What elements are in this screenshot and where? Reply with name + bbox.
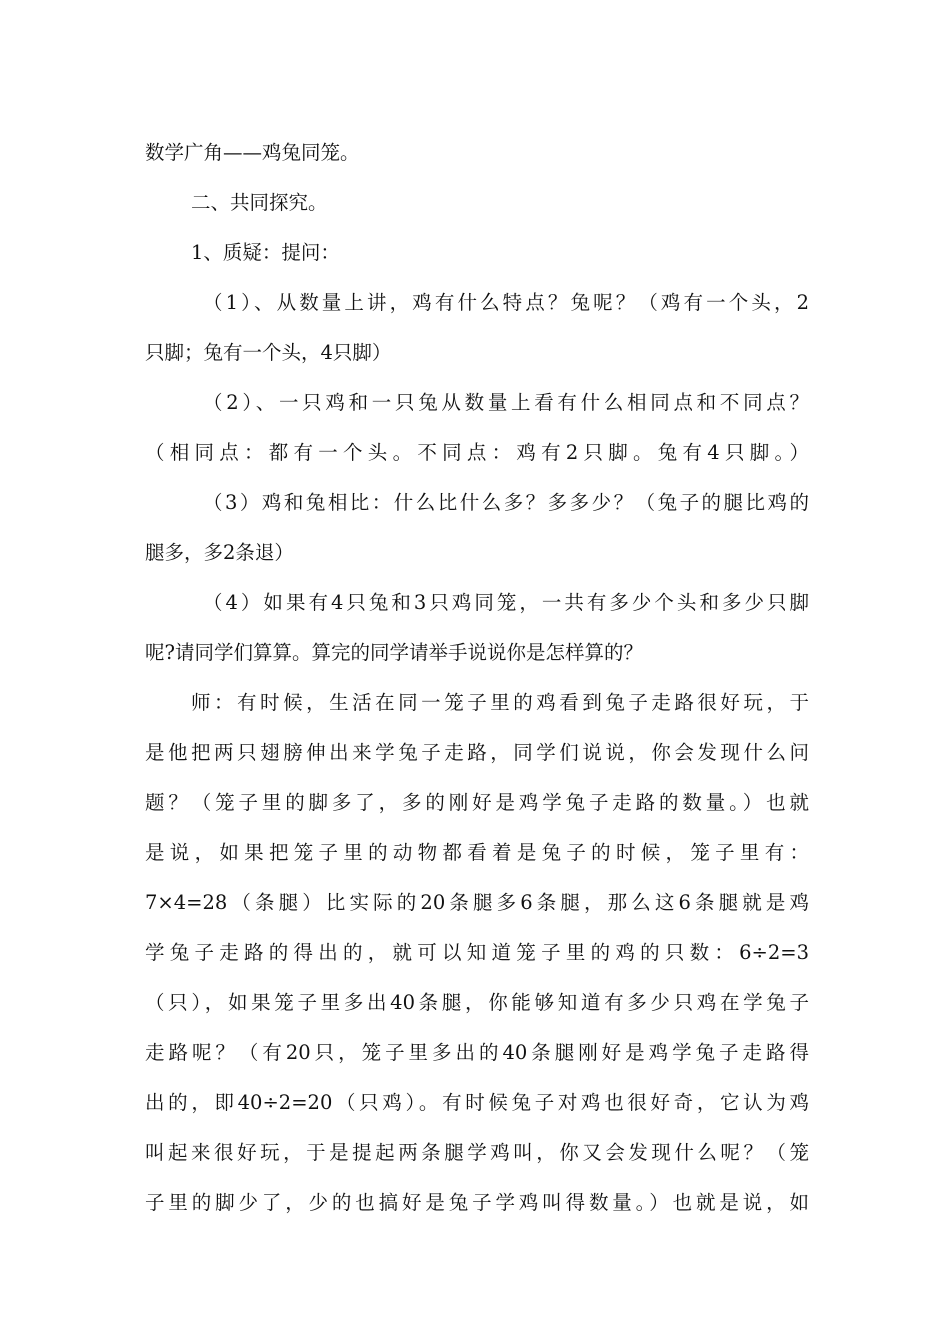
text-line: 是他把两只翅膀伸出来学兔子走路，同学们说说，你会发现什么问 — [145, 741, 809, 764]
text-line: （相同点：都有一个头。不同点：鸡有2只脚。兔有4只脚。） — [145, 441, 809, 464]
text-line: 走路呢？（有20只，笼子里多出的40条腿刚好是鸡学兔子走路得 — [145, 1041, 809, 1064]
text-line: （1）、从数量上讲，鸡有什么特点？兔呢？（鸡有一个头，2 — [203, 291, 809, 314]
text-line: 学兔子走路的得出的，就可以知道笼子里的鸡的只数：6÷2=3 — [145, 941, 809, 964]
text-line: 子里的脚少了，少的也搞好是兔子学鸡叫得数量。）也就是说，如 — [145, 1191, 809, 1214]
text-line: （只），如果笼子里多出40条腿，你能够知道有多少只鸡在学兔子 — [145, 991, 809, 1014]
text-line: 呢?请同学们算算。算完的同学请举手说说你是怎样算的？ — [145, 641, 643, 664]
text-line: 7×4=28（条腿）比实际的20条腿多6条腿，那么这6条腿就是鸡 — [145, 891, 809, 914]
text-line: （4）如果有4只兔和3只鸡同笼，一共有多少个头和多少只脚 — [203, 591, 809, 614]
text-line: （3）鸡和兔相比：什么比什么多？多多少？（兔子的腿比鸡的 — [203, 491, 809, 514]
section-heading: 二、共同探究。 — [191, 191, 328, 214]
text-line: （2）、一只鸡和一只兔从数量上看有什么相同点和不同点？ — [203, 391, 809, 414]
text-line: 只脚；兔有一个头，4只脚） — [145, 341, 392, 364]
text-line: 题？（笼子里的脚多了，多的刚好是鸡学兔子走路的数量。）也就 — [145, 791, 809, 814]
text-line: 师：有时候，生活在同一笼子里的鸡看到兔子走路很好玩，于 — [191, 691, 809, 714]
sub-heading: 1、质疑：提问： — [191, 241, 340, 264]
text-line: 数学广角——鸡兔同笼。 — [145, 141, 360, 164]
text-line: 出的，即40÷2=20（只鸡）。有时候兔子对鸡也很好奇，它认为鸡 — [145, 1091, 809, 1114]
text-line: 是说，如果把笼子里的动物都看着是兔子的时候，笼子里有： — [145, 841, 809, 864]
text-line: 叫起来很好玩，于是提起两条腿学鸡叫，你又会发现什么呢？（笼 — [145, 1141, 809, 1164]
document-page — [145, 128, 809, 1228]
text-line: 腿多，多2条退） — [145, 541, 294, 564]
